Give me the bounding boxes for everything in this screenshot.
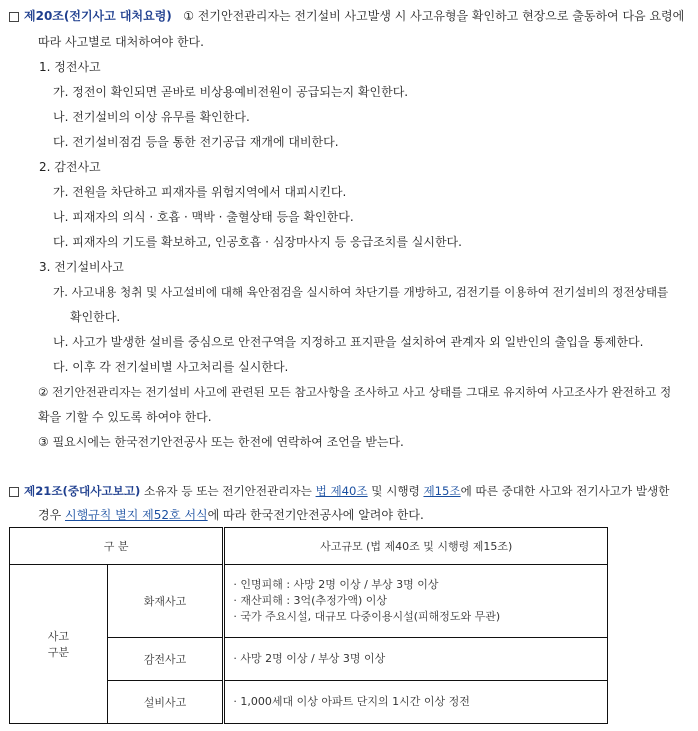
table-header-row — [10, 528, 608, 565]
item-3-heading: 3. 전기설비사고 — [39, 260, 124, 274]
article-21-title: 제21조(중대사고보고) — [24, 484, 141, 498]
article-21-line2-pre: 경우 — [38, 508, 65, 522]
item-1-sub-na: 나. 전기설비의 이상 유무를 확인한다. — [53, 110, 250, 124]
item-1-sub-da: 다. 전기설비점검 등을 통한 전기공급 재개에 대비한다. — [53, 135, 339, 149]
article-21-checkbox[interactable] — [9, 487, 19, 497]
form-52-link[interactable]: 시행규칙 별지 제52호 서식 — [65, 508, 208, 522]
article-20-paragraph-3: ③ 필요시에는 한국전기안전공사 또는 한전에 연락하여 조언을 받는다. — [38, 435, 404, 449]
group-label-cell — [10, 565, 108, 724]
row-type-facility: 설비사고 — [107, 681, 224, 724]
facility-detail-1: · 1,000세대 이상 아파트 단지의 1시간 이상 정전 — [233, 695, 470, 708]
header-scale: 사고규모 (법 제40조 및 시행령 제15조) — [224, 528, 608, 565]
shock-detail-1: · 사망 2명 이상 / 부상 3명 이상 — [233, 652, 386, 665]
article-20-checkbox[interactable] — [9, 12, 19, 22]
item-1-sub-ga: 가. 정전이 확인되면 곧바로 비상용예비전원이 공급되는지 확인한다. — [53, 85, 409, 99]
article-21-text-2: 및 시행령 — [367, 484, 424, 498]
item-2-sub-na: 나. 피재자의 의식 · 호흡 · 맥박 · 출혈상태 등을 확인한다. — [53, 210, 354, 224]
fire-detail-3: · 국가 주요시설, 대규모 다중이용시설(피해정도와 무관) — [233, 610, 501, 623]
row-details-facility — [224, 681, 608, 724]
decree-article-15-link[interactable]: 제15조 — [423, 484, 461, 498]
article-21-first-line — [24, 483, 669, 499]
row-details-fire — [224, 565, 608, 638]
group-label-line-1: 사고 — [47, 630, 69, 643]
article-20-paragraph-2: ② 전기안전관리자는 전기설비 사고에 관련된 모든 참고사항을 조사하고 사고 상태를 그대로 유지하여 사고조사가 완전하고 정 — [38, 385, 672, 399]
fire-detail-2: · 재산피해 : 3억(추정가액) 이상 — [233, 594, 387, 607]
group-label-line-2: 구분 — [47, 646, 69, 659]
item-3-sub-da: 다. 이후 각 전기설비별 사고처리를 실시한다. — [53, 360, 289, 374]
article-20-paragraph-2-cont: 확을 기할 수 있도록 하여야 한다. — [38, 410, 212, 424]
item-1-heading: 1. 정전사고 — [39, 60, 101, 74]
article-20-first-line — [24, 8, 684, 24]
accident-scale-table — [9, 527, 608, 724]
header-classification: 구 분 — [10, 528, 224, 565]
article-21-line2-post: 에 따라 한국전기안전공사에 알려야 한다. — [207, 508, 424, 522]
article-21-text-1: 소유자 등 또는 전기안전관리자는 — [140, 484, 316, 498]
item-3-sub-ga: 가. 사고내용 청취 및 사고설비에 대해 육안점검을 실시하여 차단기를 개방하고, 검전기를 이용하여 전기설비의 정전상태를 — [53, 285, 669, 299]
row-type-shock: 감전사고 — [107, 638, 224, 681]
table-row — [10, 565, 608, 638]
fire-detail-1: · 인명피해 : 사망 2명 이상 / 부상 3명 이상 — [233, 578, 439, 591]
item-3-sub-ga-cont: 확인한다. — [70, 310, 121, 324]
item-2-heading: 2. 감전사고 — [39, 160, 101, 174]
article-20-title: 제20조(전기사고 대처요령) — [24, 9, 172, 23]
law-article-40-link[interactable]: 법 제40조 — [315, 484, 368, 498]
item-2-sub-da: 다. 피재자의 기도를 확보하고, 인공호흡 · 심장마사지 등 응급조치를 실시한다. — [53, 235, 462, 249]
article-21-second-line — [38, 507, 424, 523]
article-20-paragraph-1-cont: 따라 사고별로 대처하여야 한다. — [38, 35, 204, 49]
item-2-sub-ga: 가. 전원을 차단하고 피재자를 위험지역에서 대피시킨다. — [53, 185, 347, 199]
article-20-paragraph-1: ① 전기안전관리자는 전기설비 사고발생 시 사고유형을 확인하고 현장으로 출동하여 다음 요령에 — [183, 9, 685, 23]
item-3-sub-na: 나. 사고가 발생한 설비를 중심으로 안전구역을 지정하고 표지판을 설치하여 관계자 외 일반인의 출입을 통제한다. — [53, 335, 644, 349]
row-details-shock — [224, 638, 608, 681]
article-21-text-3: 에 따른 중대한 사고와 전기사고가 발생한 — [460, 484, 670, 498]
row-type-fire: 화재사고 — [107, 565, 224, 638]
